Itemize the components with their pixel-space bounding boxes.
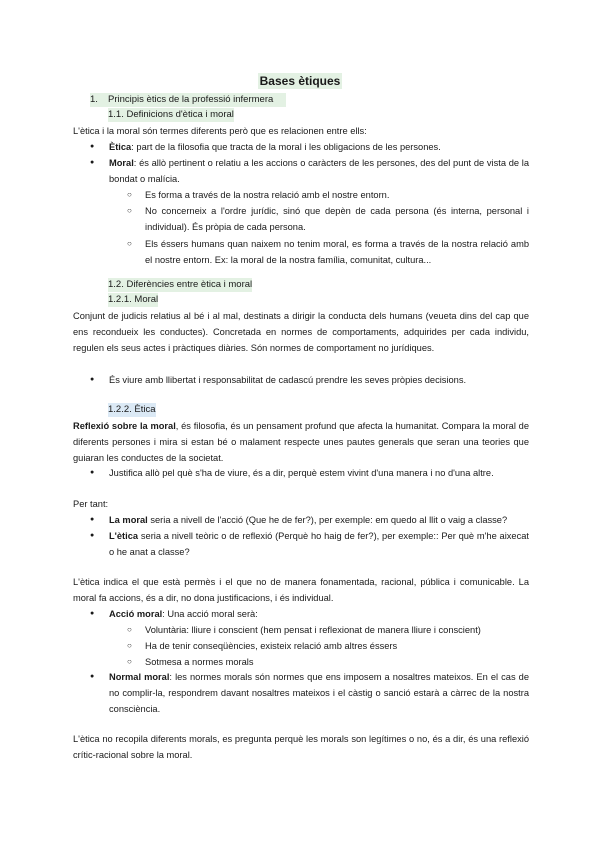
definition-text: : part de la filosofia que tracta de la moral i les obligacions de les persones. (131, 142, 441, 152)
heading-section-1-2-2: 1.2.2. Ètica (108, 404, 156, 415)
etica-paragraph-text: , és filosofia, és un pensament profund que afecta la humanitat. Compara la moral de diferents persones i mira si estan bé o malament respecte unes pautes generals que seran una teories que guiaran les conductes de la societat. (73, 421, 529, 464)
item-text: seria a nivell teòric o de reflexió (Perquè ho haig de fer?), per exemple:: Per què m'he aixecat o he anat a classe? (109, 531, 529, 558)
intro-paragraph: L'ètica i la moral són termes diferents però que es relacionen entre ells: (73, 126, 367, 136)
final-paragraph: L'ètica no recopila diferents morals, es pregunta perquè les morals son legítimes o no, és a dir, és una reflexió crític-racional sobre la moral. (73, 734, 529, 761)
term-moral: Moral (109, 158, 134, 169)
list-item: ○ Els éssers humans quan naixem no tenim moral, es forma a través de la nostra relació amb el nostre entorn. Ex: la moral de la nostra família, comunitat, cultura... (127, 236, 529, 268)
list-item: ○ Voluntària: lliure i conscient (hem pensat i reflexionat de manera lliure i conscient) (127, 622, 529, 638)
list-item (90, 606, 529, 622)
heading-section-1-1: 1.1. Definicions d'ètica i moral (108, 109, 234, 120)
per-tant-list (90, 512, 529, 561)
term-la-moral: La moral (109, 515, 148, 525)
list-item: ○ Sotmesa a normes morals (127, 654, 529, 670)
list-item (90, 155, 529, 187)
list-item: ○ Ha de tenir conseqüències, existeix relació amb altres éssers (127, 638, 529, 654)
moral-sublist (127, 187, 529, 268)
heading-section-1-2-1: 1.2.1. Moral (108, 294, 159, 305)
heading-section-1-text: Principis ètics de la professió infermera (108, 94, 274, 105)
term-accio-moral: Acció moral (109, 609, 163, 619)
normal-moral-list (90, 669, 529, 718)
item-text: : Una acció moral serà: (162, 609, 258, 619)
list-item (90, 139, 529, 155)
per-tant-label: Per tant: (73, 499, 109, 509)
etica-paragraph-bold: Reflexió sobre la moral (73, 421, 176, 431)
list-item (90, 512, 529, 528)
etica-paragraph (73, 418, 529, 467)
accio-moral-sublist (127, 622, 529, 671)
definition-text: : és allò pertinent o relatiu a les accions o caràcters de les persones, des del punt de vista de la bondat o malícia. (109, 158, 529, 185)
item-text: : les normes morals són normes que ens imposem a nosaltres mateixos. En el cas de no complir-la, respondrem davant nosaltres mateixos i el càstig o sanció estarà a càrrec de la nostra consciència. (109, 672, 530, 715)
term-letica: L'ètica (109, 531, 139, 542)
moral-bullet-list (90, 372, 529, 388)
accio-moral-list (90, 606, 529, 622)
list-item: ○ No concerneix a l'ordre jurídic, sinó que depèn de cada persona (és interna, personal i individual). És pròpia de cada persona. (127, 203, 529, 235)
list-item (90, 669, 529, 718)
list-item: ○ Es forma a través de la nostra relació amb el nostre entorn. (127, 187, 529, 203)
heading-section-1-number: 1. (90, 94, 98, 105)
term-normal-moral: Normal moral (109, 672, 170, 682)
term-etica: Ètica (109, 142, 132, 152)
moral-paragraph: Conjunt de judicis relatius al bé i al mal, destinats a dirigir la conducta dels humans (veueta dins del cap que ens recondueix les conductes). Concretada en normes de comportaments, adquirides per cada individu, regulen els seus actes i pràctiques diàries. Són normes de comportament no jurídiques. (73, 311, 529, 354)
list-item (90, 528, 529, 560)
list-item: ● És viure amb llibertat i responsabilitat de cadascú prendre les seves pròpies decisions. (90, 372, 529, 388)
heading-section-1-2: 1.2. Diferències entre ètica i moral (108, 279, 253, 290)
document-title-wrap (0, 72, 600, 90)
etica-indica-paragraph: L'ètica indica el que està permès i el que no de manera fonamentada, racional, pública i comunicable. La moral fa accions, és a dir, no dona justificacions, i és individual. (73, 577, 529, 604)
etica-bullet-list (90, 465, 529, 481)
item-text: seria a nivell de l'acció (Que he de fer?), per exemple: em quedo al llit o vaig a classe? (147, 515, 508, 525)
heading-section-1 (90, 93, 286, 107)
list-item: ● Justifica allò pel què s'ha de viure, és a dir, perquè estem vivint d'una manera i no d'una altre. (90, 465, 529, 481)
document-title: Bases ètiques (259, 74, 341, 88)
definitions-list (90, 139, 529, 188)
